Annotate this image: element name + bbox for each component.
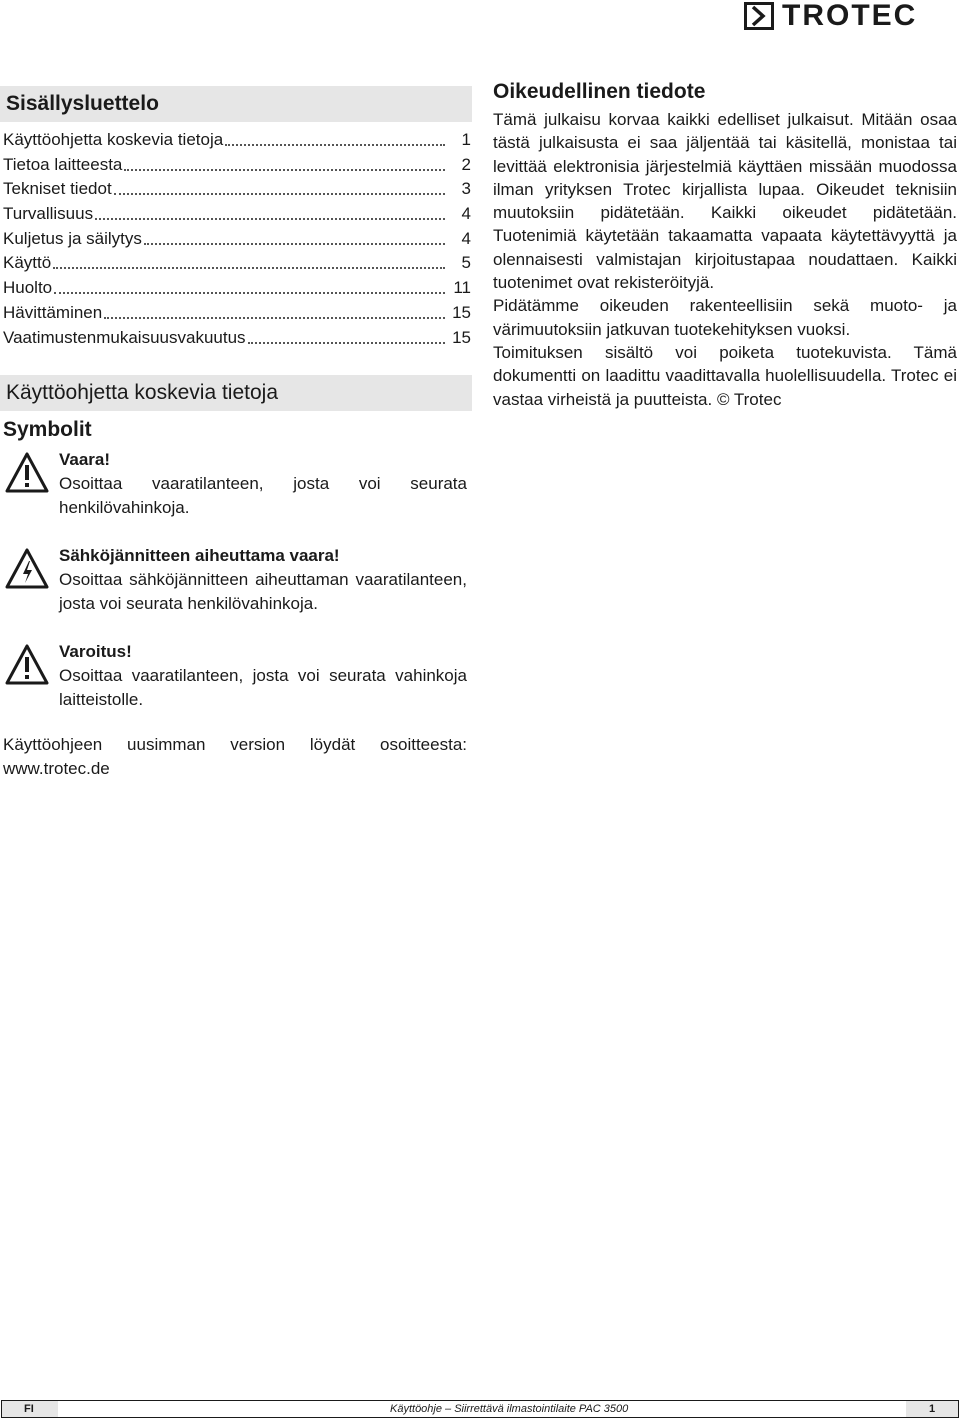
table-of-contents: [3, 128, 471, 350]
toc-entry[interactable]: [3, 301, 471, 326]
legal-notice-heading: Oikeudellinen tiedote: [493, 80, 706, 103]
footer-page-number: 1: [906, 1401, 958, 1417]
trotec-logo: [744, 2, 958, 32]
toc-leader-dots: [114, 177, 445, 195]
toc-entry-page: 4: [461, 228, 471, 248]
warning-triangle-icon: [4, 643, 50, 687]
toc-entry[interactable]: [3, 251, 471, 276]
warning-triangle-icon: [4, 451, 50, 495]
symbol-caution: [59, 640, 467, 712]
toc-leader-dots: [95, 202, 445, 220]
logo-chevron-icon: [744, 2, 774, 30]
toc-leader-dots: [104, 301, 445, 319]
toc-leader-dots: [144, 227, 445, 245]
footer-language: FI: [2, 1401, 58, 1417]
legal-paragraph: Toimituksen sisältö voi poiketa tuotekuvista. Tämä dokumentti on laadittu vaadittavalla huolellisuudella. Trotec ei vastaa virheistä ja puutteista. © Trotec: [493, 342, 957, 409]
symbol-description: laitteistolle.: [59, 690, 144, 709]
toc-leader-dots: [248, 326, 445, 344]
section-heading: Käyttöohjetta koskevia tietoja: [0, 375, 472, 411]
toc-heading: Sisällysluettelo: [0, 86, 472, 122]
symbols-heading: Symbolit: [3, 418, 92, 441]
symbol-title: Sähköjännitteen aiheuttama vaara!: [59, 546, 340, 565]
page-footer: [1, 1400, 959, 1418]
toc-entry[interactable]: [3, 177, 471, 202]
symbol-description: Osoittaa vaaratilanteen, josta voi seurata vahinkoja: [59, 666, 467, 685]
footer-document-title: Käyttöohje – Siirrettävä ilmastointilaite PAC 3500: [390, 1403, 629, 1415]
toc-entry[interactable]: [3, 276, 471, 301]
toc-entry-page: 5: [461, 253, 471, 273]
legal-paragraph: Tämä julkaisu korvaa kaikki edelliset julkaisut. Mitään osaa tästä julkaisusta ei saa jäljentää tai käsitellä, monistaa tai levittää elektronisia järjestelmiä käyttäen missään muodossa ilman yrityksen Trotec kirjallista lupaa. Oikeudet teknisiin muutoksiin pidätetään. Kaikki oikeudet pidätetään. Tuotenimiä käytetään takaamatta vapaata käytettävyyttä ja olennaisesti valmistajan kirjoitustapaa noudattaen. Kaikki tuotenimet ovat rekisteröityjä.: [493, 110, 957, 293]
symbol-title: Vaara!: [59, 450, 111, 469]
toc-entry-title: Huolto: [3, 278, 53, 298]
legal-paragraph: Pidätämme oikeuden rakenteellisiin sekä muoto- ja värimuutoksiin jatkuvan tuotekehityksen vuoksi.: [493, 296, 957, 339]
symbol-danger: [59, 448, 467, 520]
toc-entry[interactable]: [3, 227, 471, 252]
toc-entry-page: 3: [461, 179, 471, 199]
symbol-electric-danger: [59, 544, 467, 616]
toc-entry-title: Vaatimustenmukaisuusvakuutus: [3, 327, 246, 347]
latest-version-text: Käyttöohjeen uusimman version löydät osoitteesta:: [3, 735, 467, 754]
toc-entry[interactable]: [3, 128, 471, 153]
electric-hazard-icon: [4, 547, 50, 591]
toc-entry-title: Hävittäminen: [3, 302, 103, 322]
legal-notice-body: [493, 108, 957, 411]
toc-entry-page: 15: [452, 327, 471, 347]
toc-leader-dots: [124, 153, 445, 171]
toc-entry[interactable]: [3, 326, 471, 351]
toc-leader-dots: [225, 128, 445, 146]
toc-leader-dots: [54, 276, 445, 294]
toc-entry[interactable]: [3, 153, 471, 178]
symbol-description: henkilövahinkoja.: [59, 498, 190, 517]
logo-brand-text: TROTEC: [782, 0, 918, 32]
toc-entry-page: 15: [452, 302, 471, 322]
symbol-title: Varoitus!: [59, 642, 132, 661]
toc-entry-page: 4: [461, 204, 471, 224]
toc-entry-title: Käyttö: [3, 253, 52, 273]
toc-leader-dots: [53, 251, 445, 269]
symbol-description: josta voi seurata henkilövahinkoja.: [59, 594, 318, 613]
toc-entry-title: Tekniset tiedot: [3, 179, 112, 199]
latest-version-note: [3, 733, 467, 781]
website-link[interactable]: www.trotec.de: [3, 759, 110, 778]
toc-entry[interactable]: [3, 202, 471, 227]
toc-entry-page: 1: [461, 130, 471, 149]
symbol-description: Osoittaa sähköjännitteen aiheuttaman vaaratilanteen,: [59, 570, 467, 589]
toc-entry-title: Tietoa laitteesta: [3, 154, 123, 174]
toc-entry-title: Turvallisuus: [3, 204, 94, 224]
toc-entry-title: Käyttöohjetta koskevia tietoja: [3, 130, 224, 149]
toc-entry-page: 2: [461, 154, 471, 174]
symbol-description: Osoittaa vaaratilanteen, josta voi seurata: [59, 474, 467, 493]
toc-entry-title: Kuljetus ja säilytys: [3, 228, 142, 248]
toc-entry-page: 11: [453, 278, 471, 298]
